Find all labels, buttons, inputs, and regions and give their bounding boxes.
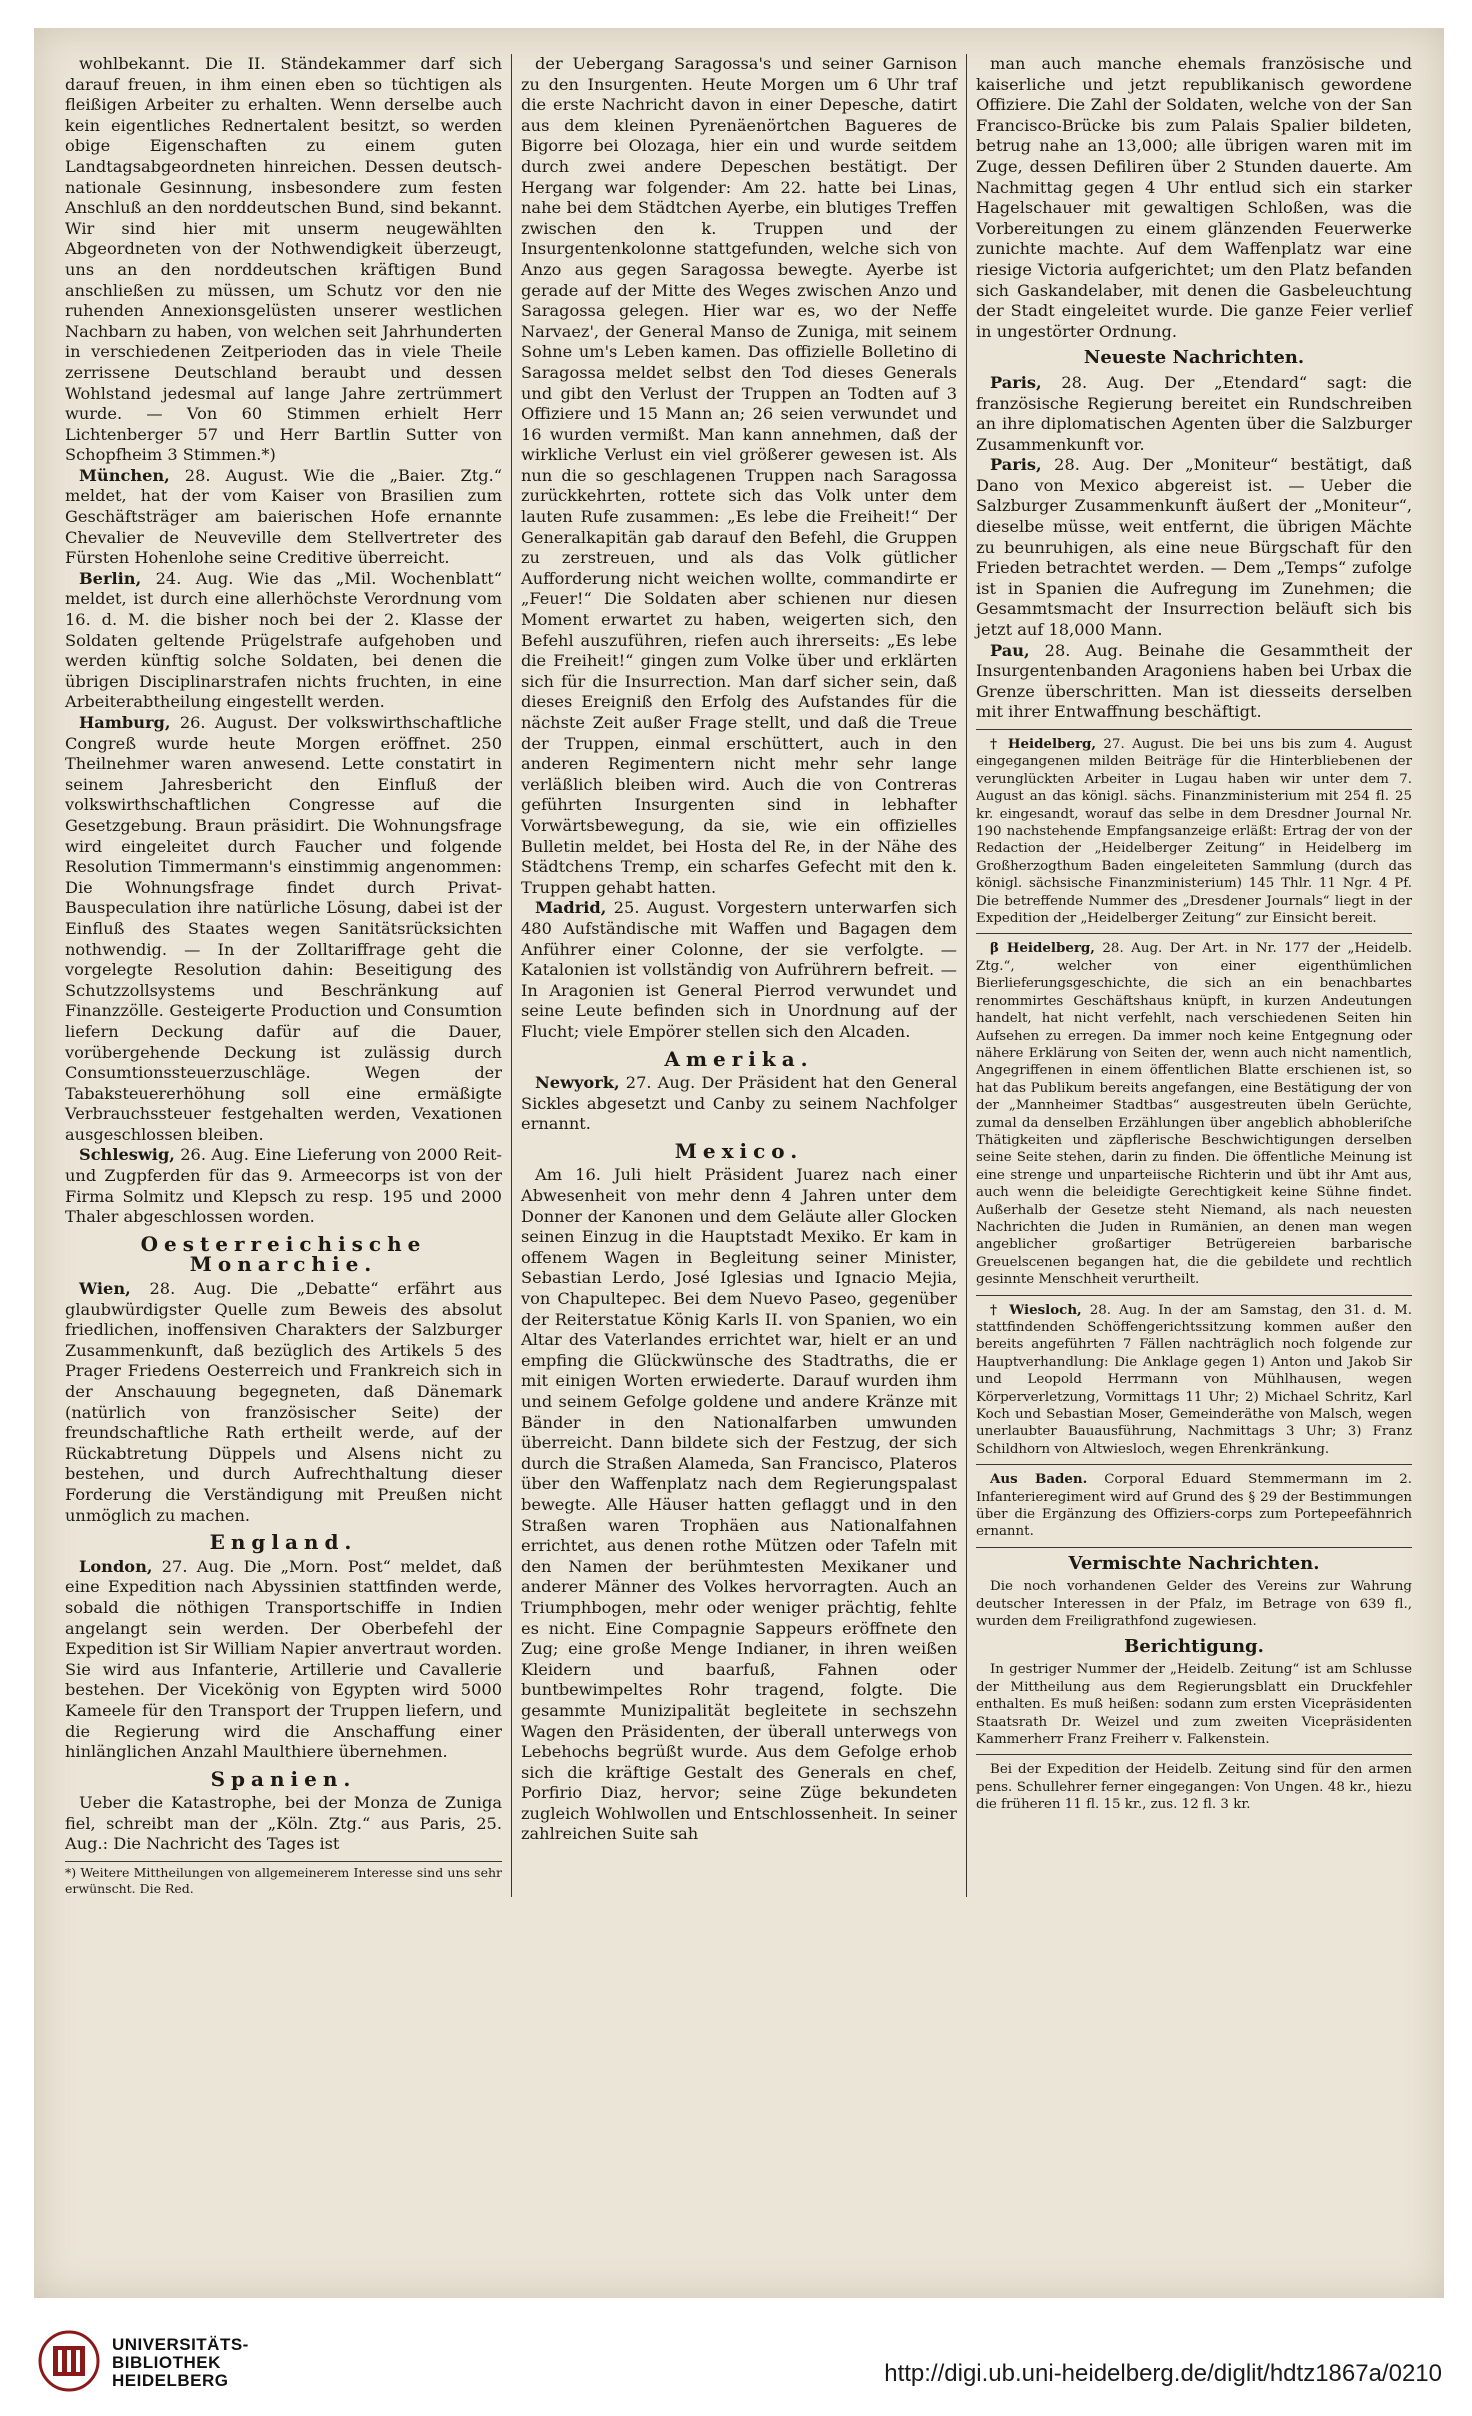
newspaper-scan xyxy=(34,28,1444,2298)
article-text: 25. August. Vorgestern unterwarfen sich 480 Aufständische mit Waffen und Bagagen dem Anführer einer Colonne, der sie verfolgte. — Katalonien ist vollständig von Aufrührern befreit. — In Aragonien ist General Pierrod verwundet und seine Leute befinden sich in Unordnung auf der Flucht; viele Empörer stellen sich den Alcaden. xyxy=(521,898,957,1041)
section-heading: Neueste Nachrichten. xyxy=(1083,347,1305,369)
article-paragraph xyxy=(976,1471,1412,1541)
article-paragraph xyxy=(65,54,502,466)
article-block xyxy=(65,466,502,569)
article-text: man auch manche ehemals französische und kaiserliche und jetzt republikanisch gewordene Offiziere. Die Zahl der Soldaten, welche von der San Francisco-Brücke bis zum Palais Spalier bildeten, betrug nahe an 13,000; alle übrigen waren mit im Zuge, dessen Defiliren über 2 Stunden dauerte. Am Nachmittag gegen 4 Uhr entlud sich ein starker Hagelschauer mit gewaltigen Schloßen, was die Vorbereitungen zu einem glänzenden Feuerwerke zunichte machte. Auf dem Waffenplatz war eine riesige Victoria aufgerichtet; um den Platz befanden sich Gaskandelaber, mit denen die Gasbeleuchtung der Stadt eingeleitet wurde. Die ganze Feier verlief in ungestörter Ordnung. xyxy=(976,54,1412,341)
section-heading: Oesterreichische Monarchie. xyxy=(140,1231,427,1277)
article-block xyxy=(976,1578,1412,1630)
article-text: 28. Aug. Der Art. in Nr. 177 der „Heidelb. Ztg.“, welcher von einer eigenthümlichen Bierlieferungsgeschichte, die sich an ein benachbartes renommirtes Geschäftshaus knüpft, in kurzen Andeutungen handelt, hat nicht verfehlt, nach verschiedenen Seiten hin Aufsehen zu erregen. Da immer noch keine Entgegnung oder nähere Erklärung von Seiten der, wenn auch nicht namentlich, Angegriffenen in einem öffentlichen Blatte erschienen ist, so hat das Publikum bereits angefangen, eine Bestätigung der von der „Mannheimer Stadtbas“ ausgestreuten übeln Gerüchte, zumal da denselben Erzählungen über angeblich abhobleriſche Thätigkeiten und zäpflerische Beschwichtigungen derselben seine Seite stehen, darin zu finden. Die öffentliche Meinung ist eine strenge und unparteiische Richterin und übt ihr Amt aus, auch wenn die beleidigte Gerechtigkeit keine Sühne findet. Außerhalb der Gesetze steht Niemand, als nach neuesten Nachrichten die Juden in Rumänien, an denen man wegen angeblicher großartiger Betrügereien barbarische Greuelscenen begangen hat, die die gebildete und rechtlich gesinnte Menschheit verurtheilt. xyxy=(976,941,1412,1288)
dateline: † Wiesloch, xyxy=(990,1301,1082,1318)
library-name-line-2: BIBLIOTHEK xyxy=(112,2353,221,2372)
article-paragraph xyxy=(65,569,502,713)
article-paragraph xyxy=(65,1279,502,1526)
article-block xyxy=(65,569,502,713)
library-name-line-1: UNIVERSITÄTS- xyxy=(112,2335,249,2354)
article-block xyxy=(65,1145,502,1227)
article-text: Corporal Eduard Stemmermann im 2. Infanterieregiment wird auf Grund des § 29 der Bestimmungen über die Ergänzung des Offiziers-corps zum Portepeefähnrich ernannt. xyxy=(976,1472,1413,1540)
divider xyxy=(976,1295,1412,1296)
column-2 xyxy=(511,54,966,1897)
section-heading: Spanien. xyxy=(210,1766,357,1791)
article-paragraph xyxy=(65,1793,502,1855)
dateline: Newyork, xyxy=(535,1073,620,1093)
article-block xyxy=(65,1793,502,1855)
dateline: Pau, xyxy=(990,640,1030,660)
text-columns xyxy=(56,54,1422,1897)
dateline: β Heidelberg, xyxy=(990,940,1095,957)
dateline: Hamburg, xyxy=(79,713,171,732)
article-block xyxy=(976,1761,1412,1813)
article-text: Am 16. Juli hielt Präsident Juarez nach einer Abwesenheit von mehr denn 4 Jahren unter dem Donner der Kanonen und dem Geläute aller Glocken seinen Einzug in die Hauptstadt Mexiko. Er kam in offenem Wagen in Begleitung seiner Minister, Sebastian Lerdo, José Iglesias und Ignacio Mejia, von Chapultepec. Bei dem Nuevo Paseo, gegenüber der Reiterstatue König Karls II. von Spanien, wo ein Altar des Vaterlandes errichtet war, hielt er an und empfing die Glückwünsche des Stadtraths, die er mit einigen Worten erwiederte. Darauf wurden ihm und seinem Gefolge goldene und andere Kränze mit Bänder in den Nationalfarben umwunden überreicht. Dann bildete sich der Festzug, der sich durch die Straßen Alameda, San Francisco, Plateros über den Waffenplatz nach dem Regierungspalast bewegte. Alle Häuser hatten geflaggt und in den Straßen waren Trophäen aus Nationalfahnen errichtet, aus denen rothe Mützen oder Tafeln mit den Namen der berühmtesten Mexikaner und anderer Männer des Volkes hervorragten. Auch an Triumphbogen, mehr oder weniger prächtig, fehlte es nicht. Eine Compagnie Sappeurs eröffnete den Zug; eine große Menge Indianer, in ihren weißen Kleidern und baarfuß, Fahnen oder buntbewimpeltes Rohr tragend, folgte. Die gesammte Munizipalität begleitete in sechszehn Wagen den Präsidenten, der überall unterwegs von Lebehochs begrüßt wurde. Aus dem Gefolge erhob sich die kräftige Gestalt des Generals en chef, Porfirio Diaz, hervor; seine Züge bekundeten zugleich Wohlwollen und Entschlossenheit. In seiner zahlreichen Suite sah xyxy=(521,1165,957,1844)
article-text: 26. Aug. Eine Lieferung von 2000 Reit- und Zugpferden für das 9. Armeecorps ist von der Firma Solmitz und Klepsch zu resp. 195 und 2000 Thaler abgeschlossen worden. xyxy=(65,1145,502,1227)
article-text: 28. August. Wie die „Baier. Ztg.“ meldet, hat der vom Kaiser von Brasilien zum Geschäftsträger am baierischen Hofe ernannte Chevalier de Neuveville dem Stellvertreter des Fürsten Hohenlohe seine Creditive überreicht. xyxy=(65,465,502,568)
article-block xyxy=(976,1471,1412,1541)
article-block xyxy=(976,940,1412,1288)
article-text: Die noch vorhandenen Gelder des Vereins zur Wahrung deutscher Interessen in der Pfalz, im Betrage von 639 fl., wurden dem Freiligrathfond zugewiesen. xyxy=(976,1579,1412,1630)
university-library-logo-icon xyxy=(38,2330,100,2392)
article-paragraph xyxy=(65,1557,502,1763)
article-text: 28. Aug. Die „Debatte“ erfährt aus glaubwürdigster Quelle zum Beweis des absolut friedlichen, inoffensiven Charakters der Salzburger Zusammenkunft, daß bezüglich des Artikels 5 des Prager Friedens Oesterreich und Frankreich sich in der Anschauung begegneten, daß Dänemark (natürlich von französischer Seite) der freundschaftliche Rath ertheilt werde, auf der Rückabtretung Düppels und Alsens nicht zu bestehen, und durch Aufrechthaltung dieser Forderung die Verständigung mit Preußen nicht unmöglich zu machen. xyxy=(65,1279,502,1525)
article-block xyxy=(976,1661,1412,1748)
article-block xyxy=(65,1557,502,1763)
article-block xyxy=(521,1165,957,1845)
article-block xyxy=(65,54,502,466)
article-paragraph xyxy=(65,713,502,1145)
article-text: 28. Aug. Beinahe die Gesammtheit der Insurgentenbanden Aragoniens haben bei Urbax die Grenze überschritten. Man ist diesseits derselben mit ihrer Entwaffnung beschäftigt. xyxy=(976,640,1412,722)
dateline: Paris, xyxy=(990,372,1042,392)
footnote: *) Weitere Mittheilungen von allgemeinerem Interesse sind uns sehr erwünscht. Die Red. xyxy=(65,1861,502,1897)
article-paragraph xyxy=(976,1761,1412,1813)
article-block xyxy=(976,373,1412,455)
dateline: Berlin, xyxy=(79,568,142,588)
article-text: Ueber die Katastrophe, bei der Monza de Zuniga fiel, schreibt man der „Köln. Ztg.“ aus Paris, 25. Aug.: Die Nachricht des Tages ist xyxy=(65,1793,502,1854)
library-name xyxy=(112,2336,249,2390)
dateline: Schleswig, xyxy=(79,1145,175,1165)
article-paragraph xyxy=(976,455,1412,640)
article-text: In gestriger Nummer der „Heidelb. Zeitung“ ist am Schlusse der Mittheilung aus dem Regierungsblatt ein Druckfehler enthalten. Es muß heißen: sodann zum ersten Vicepräsidenten Staatsrath Dr. Weizel und zum zweiten Vicepräsidenten Kammerherr Franz Freiherr v. Falkenstein. xyxy=(976,1662,1412,1747)
article-paragraph xyxy=(521,898,957,1042)
divider xyxy=(976,1464,1412,1465)
permalink-url[interactable]: http://digi.ub.uni-heidelberg.de/diglit/hdtz1867a/0210 xyxy=(884,2360,1442,2387)
article-block xyxy=(976,54,1412,342)
library-name-line-3: HEIDELBERG xyxy=(112,2371,229,2390)
newspaper-page xyxy=(56,54,1422,1897)
article-paragraph xyxy=(976,1661,1412,1748)
article-block xyxy=(65,1279,502,1526)
dateline: London, xyxy=(79,1556,153,1576)
divider xyxy=(976,729,1412,730)
article-text: Bei der Expedition der Heidelb. Zeitung sind für den armen pens. Schullehrer ferner eingegangen: Von Ungen. 48 kr., hiezu die früheren 11 fl. 15 kr., zus. 12 fl. 3 kr. xyxy=(976,1762,1412,1813)
article-paragraph xyxy=(976,1302,1412,1459)
article-text: 27. Aug. Der Präsident hat den General Sickles abgesetzt und Canby zu seinem Nachfolger ernannt. xyxy=(521,1073,957,1134)
article-paragraph xyxy=(976,1578,1412,1630)
article-paragraph xyxy=(521,1073,957,1135)
article-block xyxy=(521,1073,957,1135)
article-block xyxy=(521,54,957,898)
dateline: Wien, xyxy=(79,1279,131,1299)
article-block xyxy=(976,1302,1412,1459)
article-text: wohlbekannt. Die II. Ständekammer darf sich darauf freuen, in ihm einen eben so tüchtigen als fleißigen Arbeiter zu erhalten. Wenn derselbe auch kein eigentliches Rednertalent besitzt, so werden obige Eigenschaften zu einem guten Landtagsabgeordneten hinreichen. Dessen deutsch-nationale Gesinnung, insbesondere zum festen Anschluß an den norddeutschen Bund, sind bekannt. Wir sind hier mit unserm neugewählten Abgeordneten von der Nothwendigkeit überzeugt, uns an den norddeutschen kräftigen Bund anschließen zu müssen, um Schutz vor den nie ruhenden Annexionsgelüsten unserer westlichen Nachbarn zu haben, von welchen seit Jahrhunderten in verschiedenen Zeitperioden das in viele Theile zerrissene Deutschland beraubt und dessen Wohlstand jedesmal auf lange Jahre zertrümmert wurde. — Von 60 Stimmen erhielt Herr Lichtenberger 57 und Herr Bartlin Sutter von Schopfheim 3 Stimmen.*) xyxy=(65,54,502,465)
dateline: Madrid, xyxy=(535,898,607,918)
article-block xyxy=(976,641,1412,723)
article-paragraph xyxy=(65,1145,502,1227)
article-block xyxy=(976,455,1412,640)
article-block xyxy=(976,736,1412,927)
dateline: Aus Baden. xyxy=(990,1471,1088,1488)
article-text: 28. Aug. Der „Moniteur“ bestätigt, daß Dano von Mexico abgereist ist. — Ueber die Salzburger Zusammenkunft äußert der „Moniteur“, dieselbe müsse, weit entfernt, die übrigen Mächte zu beunruhigen, als eine neue Bürgschaft für den Frieden betrachtet werden. — Dem „Temps“ zufolge ist in Spanien die Aufregung im Zunehmen; die Gesammtsmacht der Insurrection beläuft sich bis jetzt auf 18,000 Mann. xyxy=(976,455,1412,640)
article-paragraph xyxy=(976,54,1412,342)
article-text: 24. Aug. Wie das „Mil. Wochenblatt“ meldet, ist durch eine allerhöchste Verordnung vom 16. d. M. die bisher noch bei der 2. Klasse der Soldaten geltende Prügelstrafe aufgehoben und werden künftig solche Soldaten, bei denen die übrigen Disciplinarstrafen nichts fruchten, in eine Arbeiterabtheilung eingestellt werden. xyxy=(65,568,502,712)
column-1 xyxy=(56,54,511,1897)
article-paragraph xyxy=(521,1165,957,1845)
section-heading: Vermischte Nachrichten. xyxy=(1068,1552,1320,1574)
article-text: 27. August. Die bei uns bis zum 4. August eingegangenen milden Beiträge für die Hinterbliebenen der verunglückten Arbeiter in Lugau haben wir unter dem 7. August an das königl. sächs. Finanzministerium mit 254 fl. 25 kr. eingesandt, worauf das selbe in dem Dresdner Journal Nr. 190 nachstehende Empfangsanzeige erläßt: Ertrag der von der Redaction der „Heidelberger Zeitung“ in Heidelberg im Großherzogthum Baden eingeleiteten Sammlung (durch das königl. sächsische Finanzministerium) 145 Thlr. 11 Ngr. 4 Pf. Die betreffende Nummer des „Dresdener Journals“ liegt in der Expedition der „Heidelberger Zeitung“ zur Einsicht bereit. xyxy=(976,737,1413,927)
article-paragraph xyxy=(976,373,1412,455)
dateline: † Heidelberg, xyxy=(990,736,1097,752)
article-text: der Uebergang Saragossa's und seiner Garnison zu den Insurgenten. Heute Morgen um 6 Uhr traf die erste Nachricht davon in einer Depesche, datirt aus dem kleinen Pyrenäenörtchen Bagueres de Bigorre bei Olozaga, hier ein und wurde seitdem durch zwei andere Depeschen bestätigt. Der Hergang war folgender: Am 22. hatte bei Linas, nahe bei dem Städtchen Ayerbe, ein blutiges Treffen zwischen den k. Truppen und der Insurgentenkolonne stattgefunden, welche sich von Anzo aus gegen Saragossa bewegte. Ayerbe ist gerade auf der Mitte des Weges zwischen Anzo und Saragossa gelegen. Hier war es, wo der Neffe Narvaez', der General Manso de Zuniga, mit seinem Sohne um's Leben kamen. Das offizielle Bolletino di Saragossa meldet selbst den Tod dieses Generals und gibt den Verlust der Truppen an Todten auf 3 Offiziere und 15 Mann an; 26 seien verwundet und 16 wurden vermißt. Man kann annehmen, daß der wirkliche Verlust ein viel größerer gewesen ist. Als nun die so geschlagenen Truppen nach Saragossa zurückkehrten, rottete sich das Volk unter dem lauten Rufe zusammen: „Es lebe die Freiheit!“ Der Generalkapitän gab darauf den Befehl, die Gruppen zu zerstreuen, und als das Volk gütlicher Aufforderung nicht weichen wollte, commandirte er „Feuer!“ Die Soldaten aber schienen nur diesen Moment erwartet zu haben, weigerten sich, den Befehl auszuführen, riefen auch ihrerseits: „Es lebe die Freiheit!“ gingen zum Volke über und erklärten sich für die Insurrection. Man darf sicher sein, daß dieses Ereigniß den Erfolg des Aufstandes für die nächste Zeit außer Frage stellt, und daß die Treue der Truppen, einmal erschüttert, auch in den anderen Regimentern nicht mehr sehr lange verläßlich bleiben wird. Auch die von Contreras geführten Insurgenten sind in lebhafter Vorwärtsbewegung, da sie, wie ein offizielles Bulletin meldet, bei Hosta del Re, in der Nähe des Städtchens Tremp, ein scharfes Gefecht mit den k. Truppen gehabt hatten. xyxy=(521,54,957,897)
divider xyxy=(976,933,1412,934)
section-heading: Berichtigung. xyxy=(1124,1635,1264,1657)
viewer-footer xyxy=(0,2310,1472,2416)
article-paragraph xyxy=(521,54,957,898)
article-block xyxy=(521,898,957,1042)
article-text: 26. August. Der volkswirthschaftliche Congreß wurde heute Morgen eröffnet. 250 Theilnehmer waren anwesend. Lette constatirt in seinem Jahresbericht den Einfluß der volkswirthschaftlichen Congresse auf die Gesetzgebung. Braun präsidirt. Die Wohnungsfrage wird eingeleitet durch Faucher und folgende Resolution Timmermann's einstimmig angenommen: Die Wohnungsfrage findet durch Privat-Bauspeculation ihre natürliche Lösung, dabei ist der Einfluß des Staates wegen Sanitätsrücksichten nothwendig. — In der Zolltariffrage geht die vorgelegte Resolution dahin: Beseitigung des Schutzzollsystems und Beschränkung auf Finanzzölle. Gesteigerte Production und Consumtion liefern Deckung dafür auf die Dauer, vorübergehende Deckung ist zulässig durch Consumtionssteuerzuschläge. Wegen der Tabaksteuererhöhung soll eine ermäßigte Verbrauchssteuer festgehalten werden, Vexationen ausgeschlossen bleiben. xyxy=(65,713,502,1144)
divider xyxy=(976,1754,1412,1755)
dateline: Paris, xyxy=(990,455,1042,475)
dateline: München, xyxy=(79,465,170,485)
article-paragraph xyxy=(65,466,502,569)
article-text: 28. Aug. In der am Samstag, den 31. d. M. stattfindenden Schöffengerichtssitzung kommen außer den bereits angeführten 7 Fällen nachträglich noch folgende zur Hauptverhandlung: Die Anklage gegen 1) Anton und Jakob Sir und Leopold Herrmann von Mühlhausen, wegen Körperverletzung, Vormittags 11 Uhr; 2) Michael Schritz, Karl Koch und Sebastian Moser, Gemeinderäthe von Malsch, wegen unerlaubter Bauausführung, Nachmittags 3 Uhr; 3) Franz Schildhorn von Altwiesloch, wegen Ehrenkränkung. xyxy=(976,1302,1412,1457)
section-heading: England. xyxy=(209,1530,358,1555)
article-paragraph xyxy=(976,641,1412,723)
section-heading: Amerika. xyxy=(664,1046,814,1071)
article-text: 28. Aug. Der „Etendard“ sagt: die französische Regierung bereitet ein Rundschreiben an ihre diplomatischen Agenten über die Salzburger Zusammenkunft vor. xyxy=(976,372,1412,454)
section-heading: Mexico. xyxy=(674,1138,804,1163)
article-paragraph xyxy=(976,940,1412,1288)
article-block xyxy=(65,713,502,1145)
article-text: 27. Aug. Die „Morn. Post“ meldet, daß eine Expedition nach Abyssinien stattfinden werde, sobald die nöthigen Transportschiffe in Indien angelangt sein werden. Der Oberbefehl der Expedition ist Sir William Napier anvertraut worden. Sie wird aus Infanterie, Artillerie und Cavallerie bestehen. Der Vicekönig von Egypten wird 5000 Kameele für den Transport der Truppen liefern, und die Regierung wird die Anschaffung einer hinlänglichen Anzahl Maulthiere übernehmen. xyxy=(65,1556,502,1762)
divider xyxy=(976,1547,1412,1548)
column-3 xyxy=(966,54,1421,1897)
article-paragraph xyxy=(976,736,1412,927)
